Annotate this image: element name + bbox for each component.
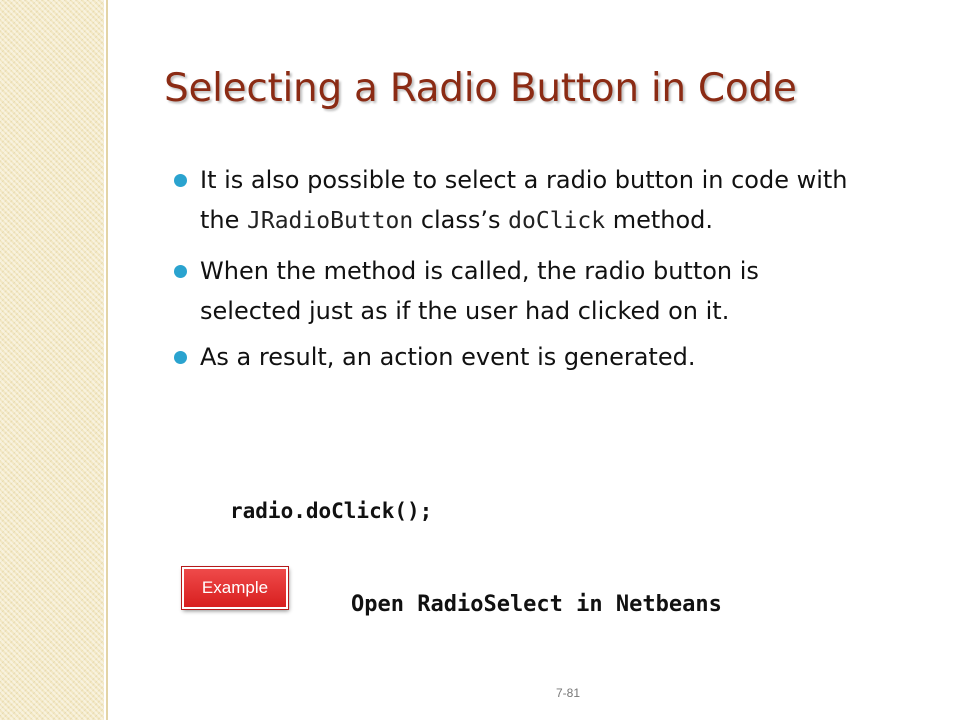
bullet-text: It is also possible to select a radio button in code with the: [200, 166, 848, 234]
bullet-text: As a result, an action event is generated.: [200, 343, 696, 371]
bullet-list: [172, 160, 862, 377]
code-method-name: doClick: [508, 208, 606, 234]
bullet-item: [172, 160, 862, 241]
bullet-text: method.: [605, 206, 714, 234]
slide-title: Selecting a Radio Button in Code: [164, 66, 797, 111]
bullet-text: When the method is called, the radio button is selected just as if the user had clicked on it.: [200, 257, 759, 325]
page-number: 7-81: [556, 686, 581, 700]
open-instruction: Open RadioSelect in Netbeans: [351, 592, 722, 617]
bullet-dot-icon: [174, 351, 187, 364]
side-divider: [106, 0, 108, 720]
bullet-dot-icon: [174, 174, 187, 187]
code-class-name: JRadioButton: [247, 208, 414, 234]
bullet-text: class’s: [413, 206, 509, 234]
example-button[interactable]: Example: [182, 567, 288, 609]
code-snippet: radio.doClick();: [230, 499, 433, 523]
bullet-item: [172, 251, 862, 331]
bullet-dot-icon: [174, 265, 187, 278]
decorative-side-strip: [0, 0, 104, 720]
bullet-item: [172, 337, 862, 377]
